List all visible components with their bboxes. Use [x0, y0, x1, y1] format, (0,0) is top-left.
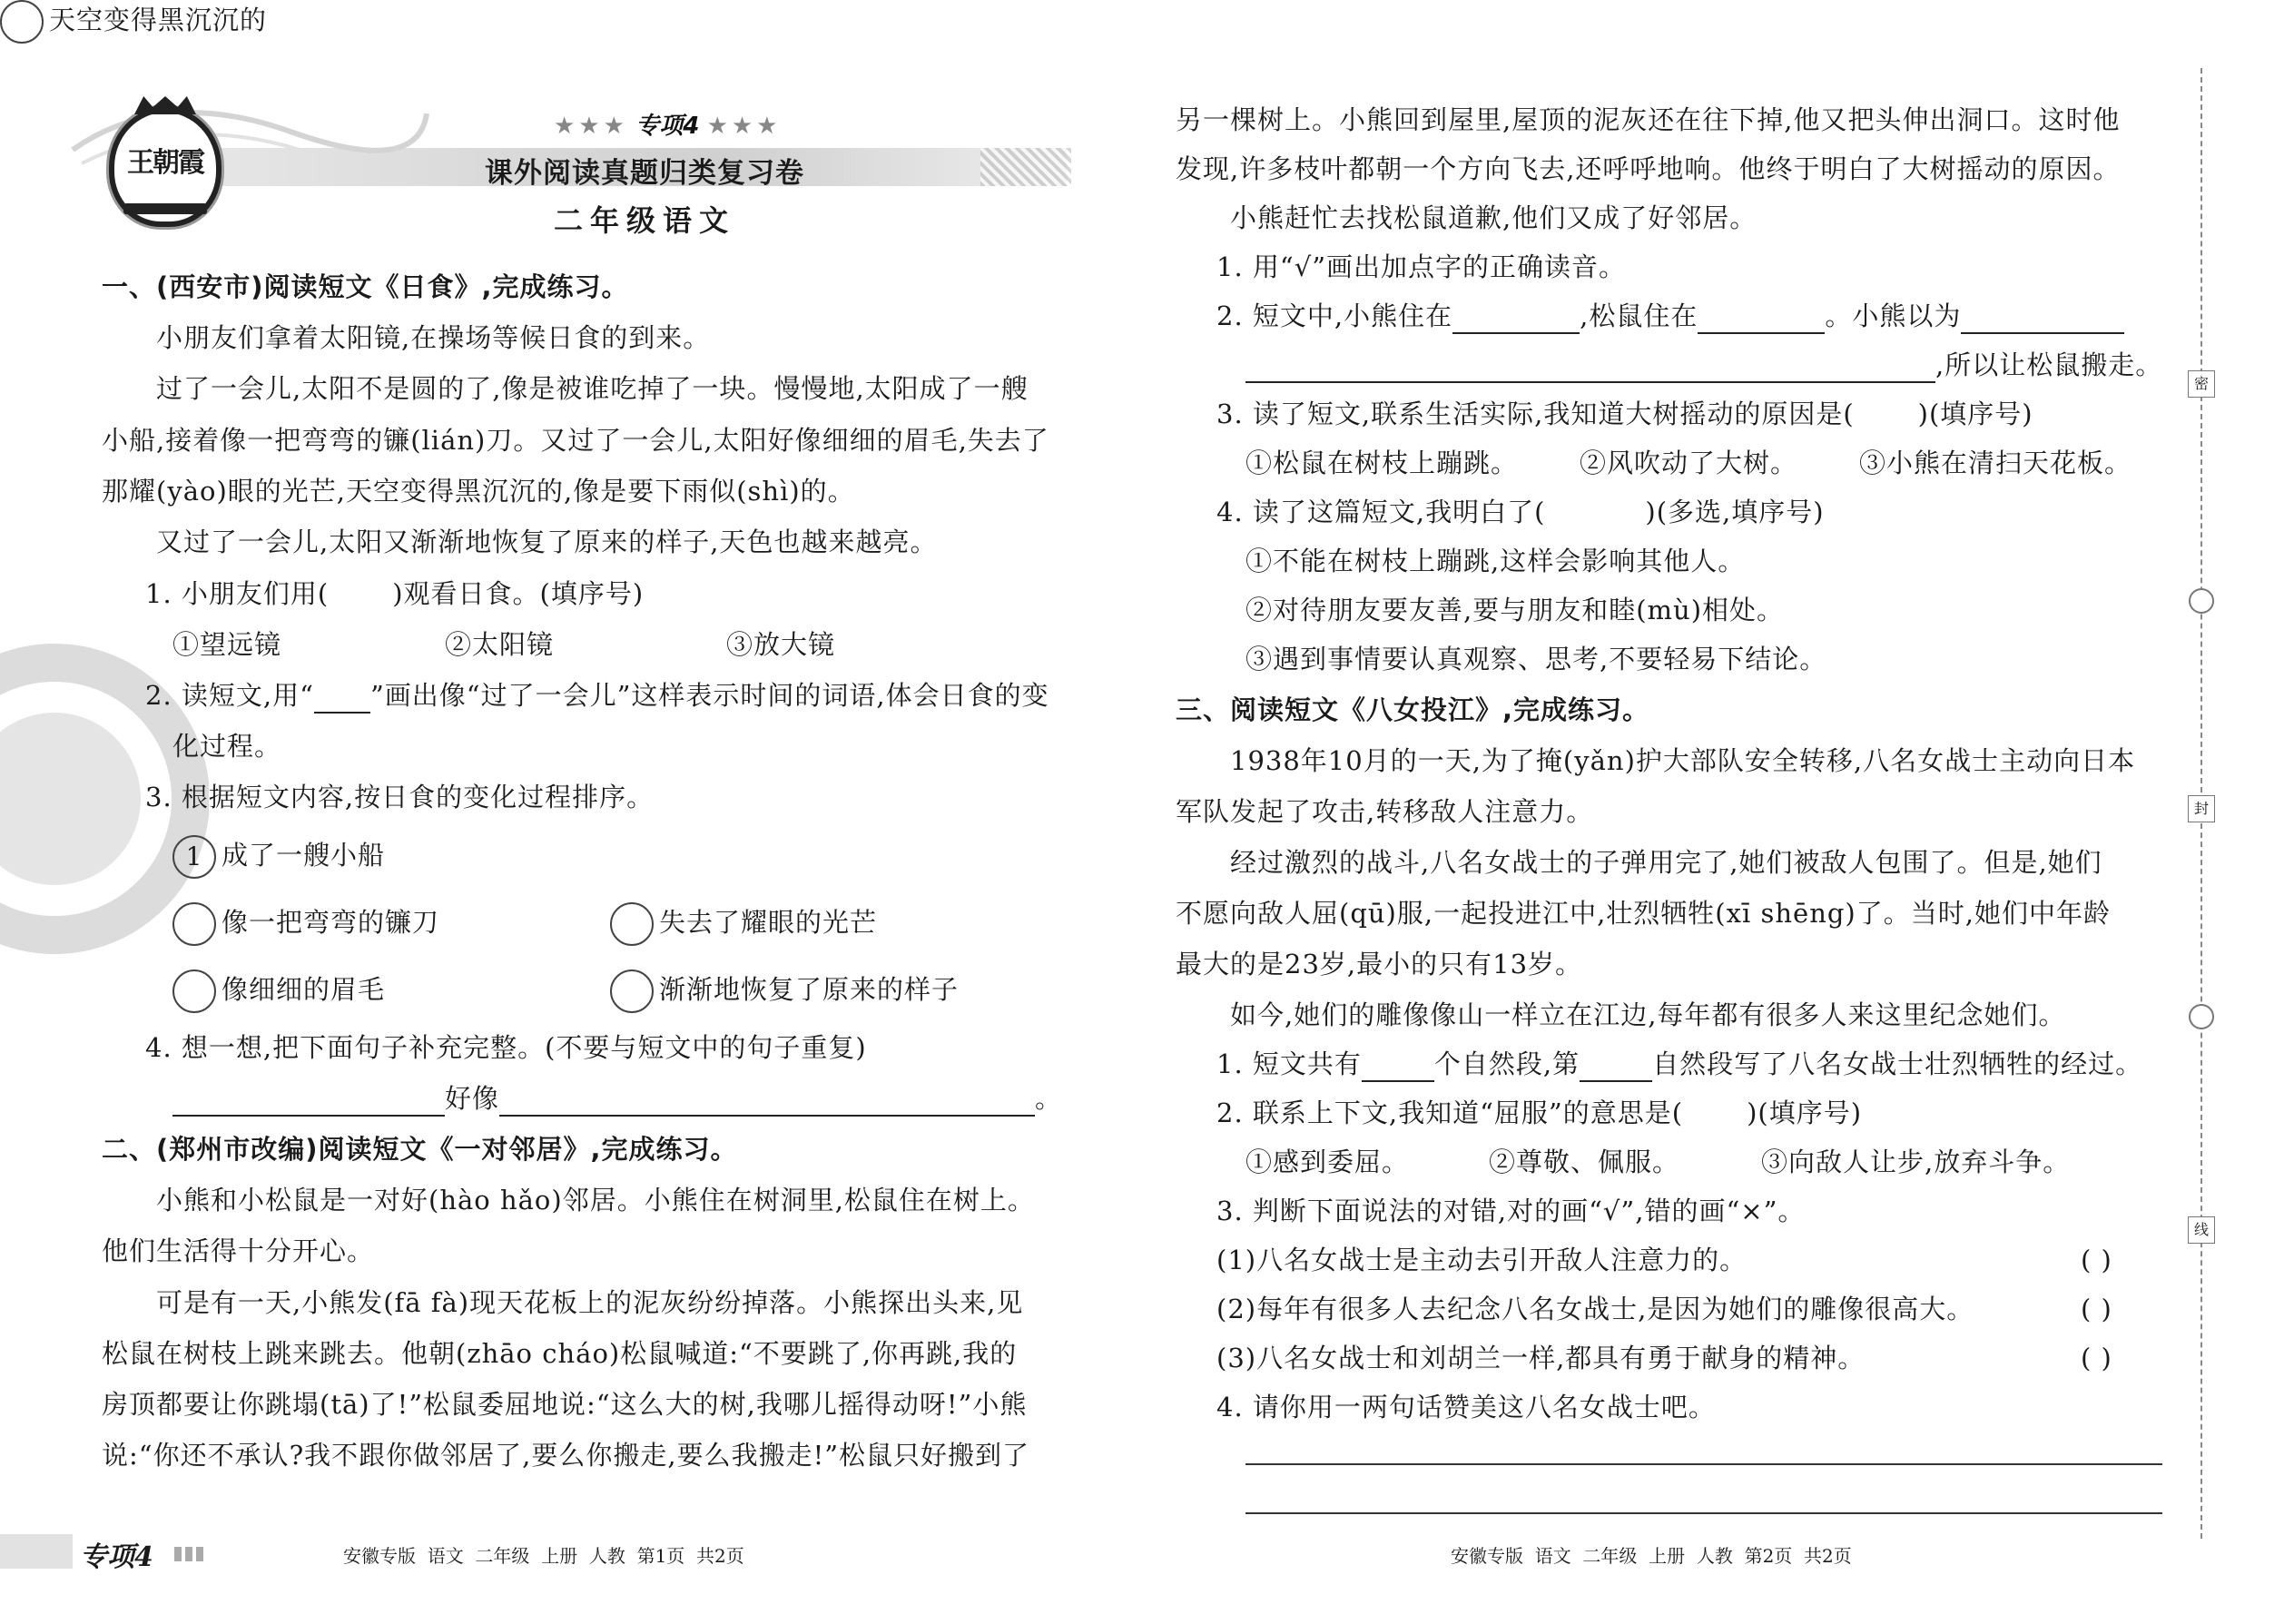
- order-circle[interactable]: 1: [172, 835, 216, 879]
- s1-q4-answer[interactable]: 好像 。: [172, 1080, 1062, 1117]
- s3-q2-opt2: ②尊敬、佩服。: [1489, 1147, 1680, 1177]
- binding-hole-1: [2189, 588, 2214, 614]
- s1-q1-opt1: ①望远镜: [172, 629, 282, 660]
- order-item-4: 失去了耀眼的光芒: [610, 902, 877, 946]
- answer-blank[interactable]: [1698, 305, 1825, 334]
- answer-blank[interactable]: [1961, 305, 2124, 334]
- section-1-title: 一、(西安市)阅读短文《日食》,完成练习。: [102, 271, 629, 302]
- s2-para-3: 小熊赶忙去找松鼠道歉,他们又成了好邻居。: [1230, 202, 1757, 233]
- s3-para-1a: 1938年10月的一天,为了掩(yǎn)护大部队安全转移,八名女战士主动向日本: [1230, 745, 2136, 776]
- order-item-3: 像一把弯弯的镰刀: [172, 902, 439, 946]
- s3-para-2a: 经过激烈的战斗,八名女战士的子弹用完了,她们被敌人包围了。但是,她们: [1230, 847, 2102, 878]
- s2-para-2a: 可是有一天,小熊发(fā fà)现天花板上的泥灰纷纷掉落。小熊探出头来,见: [156, 1287, 1024, 1318]
- s3-q1: 1. 短文共有 个自然段,第 自然段写了八名女战士壮烈牺牲的经过。: [1216, 1046, 2142, 1082]
- answer-line-1[interactable]: [1245, 1463, 2162, 1465]
- s2-q4-opt2: ②对待朋友要友善,要与朋友和睦(mù)相处。: [1245, 595, 1785, 625]
- s2-q3-opt1: ①松鼠在树枝上蹦跳。: [1245, 448, 1519, 478]
- s1-q4: 4. 想一想,把下面句子补充完整。(不要与短文中的句子重复): [145, 1032, 867, 1063]
- s3-q2: 2. 联系上下文,我知道“屈服”的意思是( )(填序号): [1216, 1097, 1863, 1128]
- s1-q3: 3. 根据短文内容,按日食的变化过程排序。: [145, 782, 655, 812]
- s1-para-3: 又过了一会儿,太阳又渐渐地恢复了原来的样子,天色也越来越亮。: [156, 527, 938, 557]
- order-item-1: 1 成了一艘小船: [172, 835, 385, 879]
- binding-mark-1: 密: [2188, 370, 2215, 398]
- s1-para-2b: 小船,接着像一把弯弯的镰(lián)刀。又过了一会儿,太阳好像细细的眉毛,失去了: [102, 425, 1049, 456]
- s2-para-2e: 另一棵树上。小熊回到屋里,屋顶的泥灰还在往下掉,他又把头伸出洞口。这时他: [1176, 104, 2121, 135]
- footer-label-bar: [0, 1534, 73, 1569]
- s2-q2-cont: ,所以让松鼠搬走。: [1245, 347, 2162, 383]
- s1-q1-opt3: ③放大镜: [726, 629, 836, 660]
- brand-logo-text: 王朝霞: [127, 147, 203, 179]
- s3-q2-opt3: ③向敌人让步,放弃斗争。: [1761, 1147, 2071, 1177]
- s2-q1: 1. 用“√”画出加点字的正确读音。: [1216, 251, 1627, 282]
- order-circle[interactable]: [172, 902, 216, 946]
- s1-q2-cont: 化过程。: [172, 731, 282, 762]
- s2-q3-opt3: ③小熊在清扫天花板。: [1859, 448, 2132, 478]
- order-circle[interactable]: [610, 902, 654, 946]
- binding-mark-2: 封: [2188, 795, 2215, 822]
- s3-q3: 3. 判断下面说法的对错,对的画“√”,错的画“×”。: [1216, 1196, 1806, 1226]
- page-subtitle: 二年级语文: [553, 203, 735, 238]
- judge-blank-2[interactable]: ( ): [2081, 1294, 2112, 1324]
- s1-q1: 1. 小朋友们用( )观看日食。(填序号): [145, 578, 645, 609]
- order-circle[interactable]: [610, 969, 654, 1013]
- footer-left: 安徽专版 语文 二年级 上册 人教 第1页 共2页: [343, 1545, 744, 1567]
- answer-blank[interactable]: [1452, 305, 1580, 334]
- s2-para-1b: 他们生活得十分开心。: [102, 1235, 375, 1266]
- s2-q4-opt3: ③遇到事情要认真观察、思考,不要轻易下结论。: [1245, 644, 1827, 674]
- s2-para-2c: 房顶都要让你跳塌(tā)了!”松鼠委屈地说:“这么大的树,我哪儿摇得动呀!”小熊: [102, 1389, 1028, 1420]
- s3-q3-item2: (2)每年有很多人去纪念八名女战士,是因为她们的雕像很高大。: [1216, 1294, 1974, 1324]
- s2-para-1a: 小熊和小松鼠是一对好(hào hǎo)邻居。小熊住在树洞里,松鼠住在树上。: [156, 1185, 1035, 1216]
- order-circle[interactable]: [172, 969, 216, 1013]
- page-title: 课外阅读真题归类复习卷: [485, 157, 804, 190]
- section-3-title: 三、阅读短文《八女投江》,完成练习。: [1176, 694, 1650, 725]
- s1-para-2a: 过了一会儿,太阳不是圆的了,像是被谁吃掉了一块。慢慢地,太阳成了一艘: [156, 373, 1029, 404]
- s3-q4: 4. 请你用一两句话赞美这八名女战士吧。: [1216, 1392, 1716, 1422]
- s3-para-2c: 最大的是23岁,最小的只有13岁。: [1176, 949, 1583, 979]
- s3-q3-item3: (3)八名女战士和刘胡兰一样,都具有勇于献身的精神。: [1216, 1343, 1866, 1373]
- s2-para-2d: 说:“你还不承认?我不跟你做邻居了,要么你搬走,要么我搬走!”松鼠只好搬到了: [102, 1440, 1030, 1471]
- s2-q3: 3. 读了短文,联系生活实际,我知道大树摇动的原因是( )(填序号): [1216, 399, 2033, 429]
- s1-q1-opt2: ②太阳镜: [445, 629, 555, 660]
- s3-para-2b: 不愿向敌人屈(qū)服,一起投进江中,壮烈牺牲(xī shēng)了。当时,她们中年龄: [1176, 898, 2111, 929]
- s3-q2-opt1: ①感到委屈。: [1245, 1147, 1410, 1177]
- s2-q2: 2. 短文中,小熊住在 ,松鼠住在 。小熊以为: [1216, 298, 2124, 334]
- binding-mark-3: 线: [2188, 1216, 2215, 1244]
- answer-blank[interactable]: [1245, 354, 1935, 383]
- order-circle[interactable]: [0, 0, 44, 44]
- answer-blank[interactable]: [1362, 1053, 1434, 1082]
- footer-right: 安徽专版 语文 二年级 上册 人教 第2页 共2页: [1451, 1545, 1852, 1567]
- footer-special-label: 专项4: [80, 1541, 153, 1573]
- brand-logo: [109, 107, 222, 227]
- s3-para-3: 如今,她们的雕像像山一样立在江边,每年都有很多人来这里纪念她们。: [1230, 999, 2066, 1030]
- s2-q4-opt1: ①不能在树枝上蹦跳,这样会影响其他人。: [1245, 546, 1746, 576]
- s1-para-2c: 那耀(yào)眼的光芒,天空变得黑沉沉的,像是要下雨似(shì)的。: [102, 476, 855, 507]
- s2-q3-opt2: ②风吹动了大树。: [1580, 448, 1798, 478]
- binding-hole-2: [2189, 1004, 2214, 1029]
- s2-para-2b: 松鼠在树枝上跳来跳去。他朝(zhāo cháo)松鼠喊道:“不要跳了,你再跳,我的: [102, 1338, 1018, 1369]
- section-2-title: 二、(郑州市改编)阅读短文《一对邻居》,完成练习。: [102, 1134, 738, 1165]
- answer-line-2[interactable]: [1245, 1512, 2162, 1514]
- s3-q3-item1: (1)八名女战士是主动去引开敌人注意力的。: [1216, 1245, 1748, 1275]
- order-item-2: 天空变得黑沉沉的: [0, 0, 267, 44]
- order-item-6: 渐渐地恢复了原来的样子: [610, 969, 959, 1013]
- judge-blank-3[interactable]: ( ): [2081, 1343, 2112, 1373]
- order-item-5: 像细细的眉毛: [172, 969, 385, 1013]
- s2-para-2f: 发现,许多枝叶都朝一个方向飞去,还呼呼地响。他终于明白了大树摇动的原因。: [1176, 153, 2121, 184]
- special-label: 专项4: [635, 113, 700, 140]
- s1-para-1: 小朋友们拿着太阳镜,在操场等候日食的到来。: [156, 322, 711, 353]
- s1-q2: 2. 读短文,用“ ”画出像“过了一会儿”这样表示时间的词语,体会日食的变: [145, 677, 1049, 714]
- s3-para-1b: 军队发起了攻击,转移敌人注意力。: [1176, 796, 1594, 827]
- answer-blank[interactable]: [1580, 1053, 1652, 1082]
- s2-q4: 4. 读了这篇短文,我明白了( )(多选,填序号): [1216, 497, 1825, 527]
- judge-blank-1[interactable]: ( ): [2081, 1245, 2112, 1275]
- footer-dots: [174, 1547, 205, 1561]
